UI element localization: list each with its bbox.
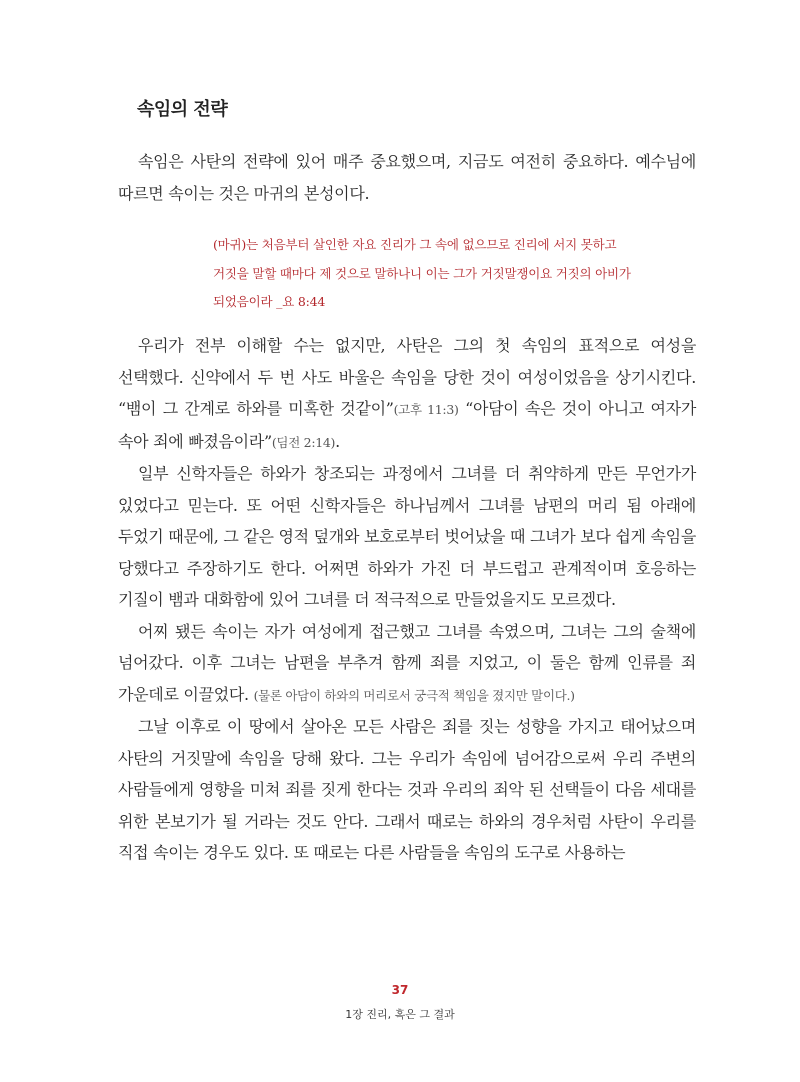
paragraph-1-text-b: “아담이 속은 것이 아니고 여자가 속아 죄에 빠졌음이라” bbox=[118, 399, 696, 451]
paragraph-2: 일부 신학자들은 하와가 창조되는 과정에서 그녀를 더 취약하게 만든 무언가가 있었다고 믿는다. 또 어떤 신학자들은 하나님께서 그녀를 남편의 머리 됨 아래에 두었기 때문에, 그 같은 영적 덮개와 보호로부터 벗어났을 때 그녀가 보다 쉽게 속임을 당했다고 주장하기도 한다. 어쩌면 하와가 가진 더 부드럽고 관계적이며 호응하는 기질이 뱀과 대화함에 있어 그녀를 더 적극적으로 만들었을지도 모르겠다. bbox=[118, 464, 696, 609]
scripture-reference-2: (딤전 2:14) bbox=[271, 434, 336, 450]
paragraph-3-text: 어찌 됐든 속이는 자가 여성에게 접근했고 그녀를 속였으며, 그녀는 그의 술책에 넘어갔다. 이후 그녀는 남편을 부추겨 함께 죄를 지었고, 이 둘은 함께 인류를 죄 가운데로 이끌었다. bbox=[118, 621, 696, 704]
section-title: 속임의 전략 bbox=[137, 99, 228, 120]
intro-paragraph: 속임은 사탄의 전략에 있어 매주 중요했으며, 지금도 여전히 중요하다. 예수님에 따르면 속이는 것은 마귀의 본성이다. bbox=[118, 152, 696, 203]
scripture-quote: (마귀)는 처음부터 살인한 자요 진리가 그 속에 없으므로 진리에 서지 못하고 거짓을 말할 때마다 제 것으로 말하나니 이는 그가 거짓말쟁이요 거짓의 아비가 되었음이라 _요 8:44 bbox=[213, 237, 631, 309]
intro-block bbox=[118, 146, 696, 209]
paragraph-1-text-a: 우리가 전부 이해할 수는 없지만, 사탄은 그의 첫 속임의 표적으로 여성을 선택했다. 신약에서 두 번 사도 바울은 속임을 당한 것이 여성이었음을 상기시킨다. “뱀이 그 간계로 하와를 미혹한 것같이” bbox=[118, 336, 696, 418]
main-text-block bbox=[118, 330, 696, 869]
paragraph-1-text-c: . bbox=[335, 431, 340, 451]
parenthetical-note: (물론 아담이 하와의 머리로서 궁극적 책임을 졌지만 말이다.) bbox=[253, 687, 575, 703]
paragraph-3 bbox=[118, 616, 696, 712]
page-number: 37 bbox=[391, 983, 409, 997]
scripture-reference-1: (고후 11:3) bbox=[393, 402, 459, 417]
paragraph-4: 그날 이후로 이 땅에서 살아온 모든 사람은 죄를 짓는 성향을 가지고 태어났으며 사탄의 거짓말에 속임을 당해 왔다. 그는 우리가 속임에 넘어감으로써 우리 주변의 사람들에게 영향을 미쳐 죄를 짓게 한다는 것과 우리의 죄악 된 선택들이 다음 세대를 위한 본보기가 될 거라는 것도 안다. 그래서 때로는 하와의 경우처럼 사탄이 우리를 직접 속이는 경우도 있다. 또 때로는 다른 사람들을 속임의 도구로 사용하는 bbox=[118, 717, 696, 862]
paragraph-1 bbox=[118, 330, 696, 458]
chapter-title: 1장 진리, 혹은 그 결과 bbox=[345, 1008, 455, 1021]
